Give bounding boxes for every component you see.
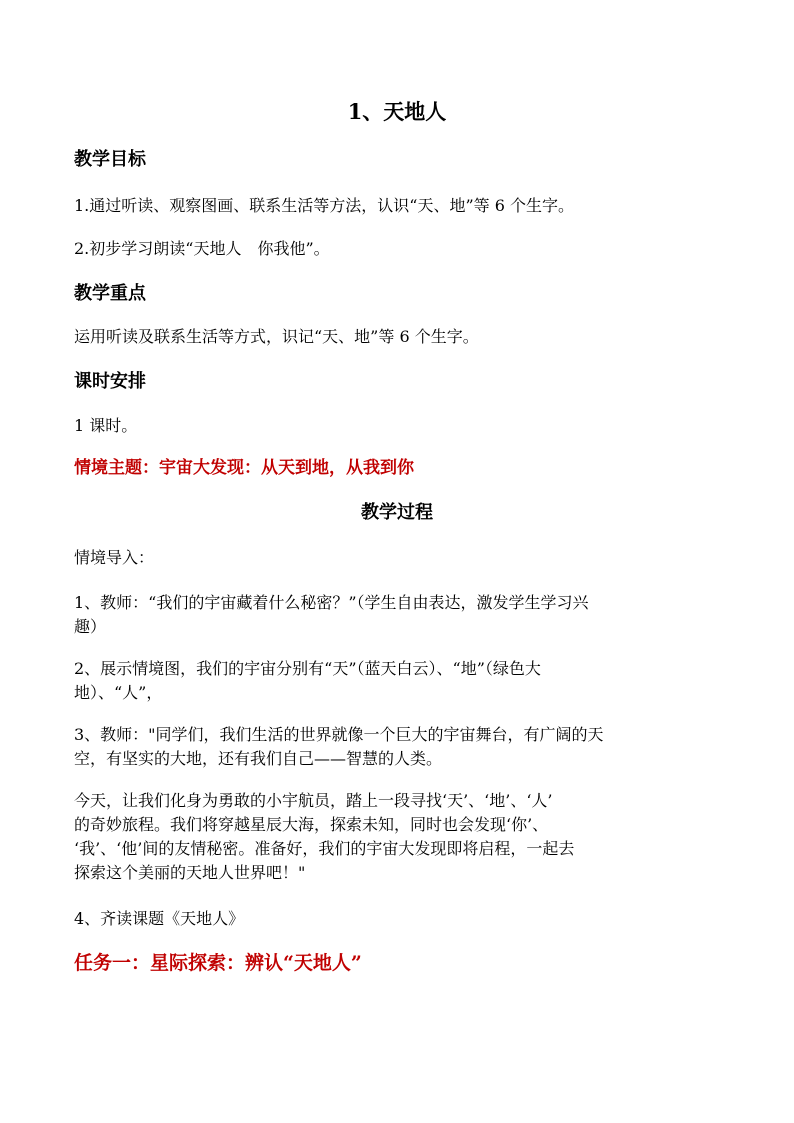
focus-text: 运用听读及联系生活等方式，识记“天、地”等 6 个生字。 xyxy=(74,327,479,346)
intro-label: 情境导入： xyxy=(74,548,155,567)
schedule-heading: 课时安排 xyxy=(74,371,146,392)
goal-item-2: 2.初步学习朗读“天地人 你我他”。 xyxy=(74,239,330,258)
goal-item-1: 1.通过听读、观察图画、联系生活等方法，认识“天、地”等 6 个生字。 xyxy=(74,196,574,215)
process-heading: 教学过程 xyxy=(361,502,433,523)
step-4: 4、齐读课题《天地人》 xyxy=(74,909,245,928)
theme-line: 情境主题：宇宙大发现：从天到地，从我到你 xyxy=(74,458,414,478)
para-line-4: 探索这个美丽的天地人世界吧！" xyxy=(74,863,306,882)
step-3-line-2: 空，有坚实的大地，还有我们自己——智慧的人类。 xyxy=(74,749,443,768)
step-2-line-2: 地）、“人”， xyxy=(74,683,163,702)
step-1-line-1: 1、教师：“我们的宇宙藏着什么秘密？”（学生自由表达，激发学生学习兴 xyxy=(74,593,589,612)
focus-heading: 教学重点 xyxy=(74,283,146,304)
step-1-line-2: 趣） xyxy=(74,617,107,636)
step-2-line-1: 2、展示情境图，我们的宇宙分别有“天”（蓝天白云）、“地”（绿色大 xyxy=(74,659,541,678)
step-3-line-1: 3、教师："同学们，我们生活的世界就像一个巨大的宇宙舞台，有广阔的天 xyxy=(74,725,604,744)
para-line-3: ‘我’、‘他’间的友情秘密。准备好，我们的宇宙大发现即将启程，一起去 xyxy=(74,839,575,858)
para-line-1: 今天，让我们化身为勇敢的小宇航员，踏上一段寻找‘天’、‘地’、‘人’ xyxy=(74,791,553,810)
para-line-2: 的奇妙旅程。我们将穿越星辰大海，探索未知，同时也会发现‘你’、 xyxy=(74,815,549,834)
page-title: 1、天地人 xyxy=(347,99,447,124)
task-1-heading: 任务一：星际探索：辨认“天地人” xyxy=(74,952,362,974)
goals-heading: 教学目标 xyxy=(74,149,146,170)
schedule-text: 1 课时。 xyxy=(74,416,138,435)
